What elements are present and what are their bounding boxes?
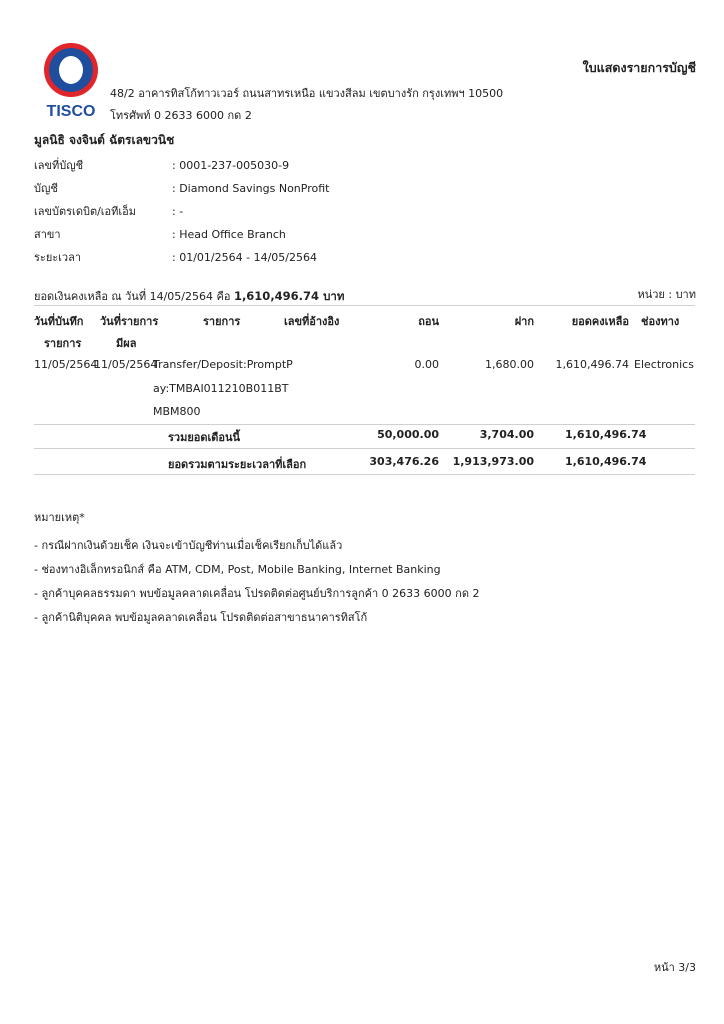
bank-address: 48/2 อาคารทิสโก้ทาวเวอร์ ถนนสาทรเหนือ แขวงสีลม เขตบางรัก กรุงเทพฯ 10500	[110, 87, 504, 100]
page-number: หน้า 3/3	[653, 961, 696, 974]
note-item: - ลูกค้านิติบุคคล พบข้อมูลคลาดเคลื่อน โปรดติดต่อสาขาธนาคารทิสโก้	[34, 611, 368, 624]
cell-description-line-1: Transfer/Deposit:PromptP	[153, 358, 293, 371]
cell-description-line-2: ay:TMBAI011210B011BT	[153, 382, 289, 395]
info-label: บัญชี	[34, 182, 58, 195]
period-total-balance: 1,610,496.74	[565, 455, 647, 468]
month-total-label: รวมยอดเดือนนี้	[168, 431, 241, 444]
note-item: - กรณีฝากเงินด้วยเช็ค เงินจะเข้าบัญชีท่านเมื่อเช็คเรียกเก็บได้แล้ว	[34, 539, 343, 552]
month-total-balance: 1,610,496.74	[565, 428, 647, 441]
info-label: สาขา	[34, 228, 61, 241]
header-effective-date-2: มีผล	[116, 337, 137, 350]
info-value: : 01/01/2564 - 14/05/2564	[172, 251, 317, 264]
tisco-logo-text: TISCO	[46, 103, 96, 120]
balance-summary	[34, 287, 344, 306]
unit-label: หน่วย : บาท	[637, 288, 696, 301]
balance-prefix: ยอดเงินคงเหลือ ณ วันที่ 14/05/2564 คือ	[34, 290, 234, 303]
cell-record-date: 11/05/2564	[34, 358, 98, 371]
header-description: รายการ	[203, 315, 241, 328]
balance-amount: 1,610,496.74 บาท	[233, 289, 345, 303]
account-info	[34, 158, 454, 273]
table-top-divider	[34, 305, 695, 306]
cell-channel: Electronics	[634, 358, 694, 371]
period-total-label: ยอดรวมตามระยะเวลาที่เลือก	[168, 458, 307, 471]
info-label: ระยะเวลา	[34, 251, 82, 264]
info-label: เลขบัตรเดบิต/เอทีเอ็ม	[34, 205, 137, 218]
info-value: : Diamond Savings NonProfit	[172, 182, 330, 195]
period-total-withdraw: 303,476.26	[369, 455, 439, 468]
cell-effective-date: 11/05/2564	[94, 358, 158, 371]
cell-balance: 1,610,496.74	[555, 358, 629, 371]
header-balance: ยอดคงเหลือ	[571, 315, 629, 328]
info-row-period	[34, 250, 454, 273]
tisco-logo	[38, 40, 104, 120]
info-value: : Head Office Branch	[172, 228, 286, 241]
cell-withdraw: 0.00	[414, 358, 439, 371]
header-record-date-2: รายการ	[44, 337, 82, 350]
cell-description-line-3: MBM800	[153, 405, 201, 418]
header-channel: ช่องทาง	[641, 315, 680, 328]
month-total-withdraw: 50,000.00	[377, 428, 439, 441]
month-total-deposit: 3,704.00	[479, 428, 534, 441]
note-item: - ช่องทางอิเล็กทรอนิกส์ คือ ATM, CDM, Post, Mobile Banking, Internet Banking	[34, 563, 441, 576]
notes-title: หมายเหตุ*	[34, 511, 85, 524]
document-title: ใบแสดงรายการบัญชี	[582, 60, 696, 75]
account-name: มูลนิธิ จงจินต์ ฉัตรเลขวนิช	[34, 133, 175, 147]
bank-phone: โทรศัพท์ 0 2633 6000 กด 2	[110, 109, 252, 122]
header-withdraw: ถอน	[418, 315, 439, 328]
info-label: เลขที่บัญชี	[34, 159, 84, 172]
note-item: - ลูกค้าบุคคลธรรมดา พบข้อมูลคลาดเคลื่อน โปรดติดต่อศูนย์บริการลูกค้า 0 2633 6000 กด 2	[34, 587, 480, 600]
info-row-account-type	[34, 181, 454, 204]
header-deposit: ฝาก	[514, 315, 534, 328]
header-effective-date: วันที่รายการ	[100, 315, 159, 328]
info-row-account-number	[34, 158, 454, 181]
cell-deposit: 1,680.00	[485, 358, 534, 371]
info-row-branch	[34, 227, 454, 250]
total-divider	[34, 448, 695, 449]
period-total-deposit: 1,913,973.00	[452, 455, 534, 468]
info-value: : 0001-237-005030-9	[172, 159, 290, 172]
header-record-date: วันที่บันทึก	[34, 315, 84, 328]
tisco-logo-icon	[38, 40, 104, 120]
table-bottom-divider	[34, 474, 695, 475]
header-reference: เลขที่อ้างอิง	[284, 315, 340, 328]
row-divider	[34, 424, 695, 425]
info-value: : -	[172, 205, 184, 218]
info-row-card-number	[34, 204, 454, 227]
